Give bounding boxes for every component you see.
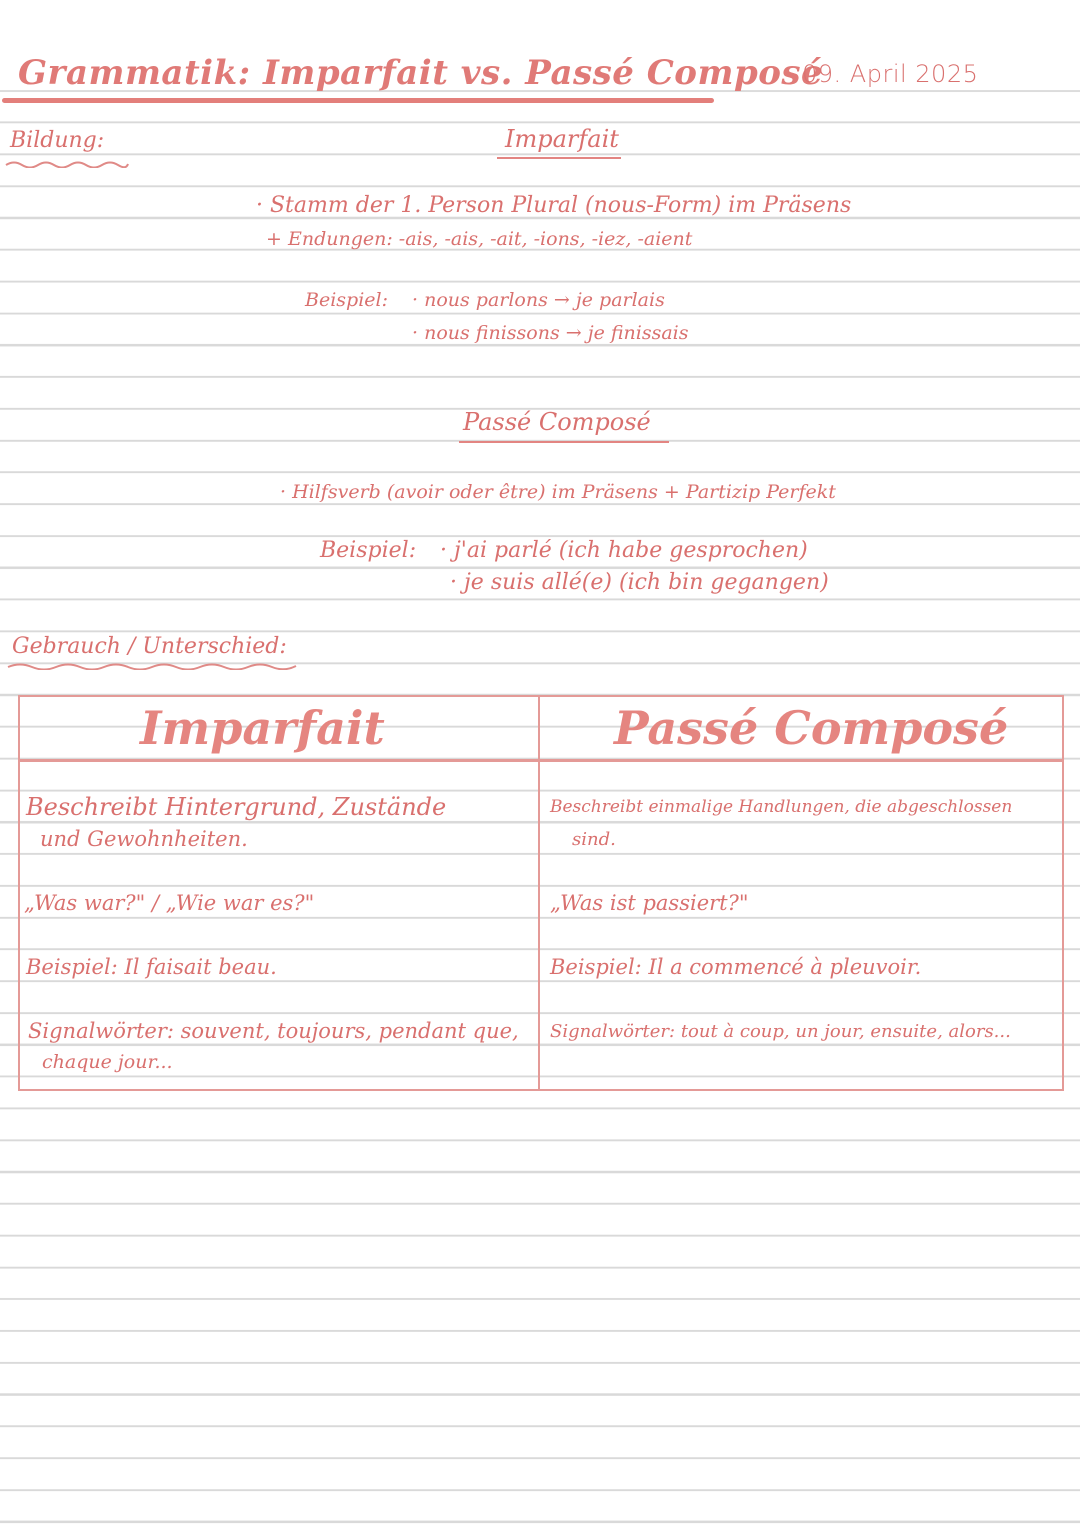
page-title: Grammatik: Imparfait vs. Passé Composé [18, 53, 824, 93]
table-cell-imparfait: chaque jour... [42, 1051, 173, 1073]
title-underline [2, 98, 714, 103]
bildung-rule-line: · Stamm der 1. Person Plural (nous-Form) im Präsens [256, 193, 852, 218]
table-header-imparfait: Imparfait [140, 701, 385, 755]
table-cell-passe-compose: Signalwörter: tout à coup, un jour, ensuite, alors... [550, 1021, 1011, 1042]
header-separator [20, 759, 1062, 762]
page-date: 09. April 2025 [802, 60, 979, 88]
subheading-underline [497, 157, 621, 159]
section-label-bildung: Bildung: [10, 128, 105, 153]
bildung-endings-line: + Endungen: -ais, -ais, -ait, -ions, -iez, -aient [266, 228, 693, 250]
table-cell-imparfait: und Gewohnheiten. [40, 827, 248, 851]
column-divider [538, 697, 540, 1089]
comparison-table [18, 695, 1064, 1091]
wavy-underline-decoration [4, 160, 130, 168]
example-line: · nous finissons → je finissais [412, 322, 689, 344]
table-cell-imparfait: Beschreibt Hintergrund, Zustände [26, 793, 447, 821]
example-line: · je suis allé(e) (ich bin gegangen) [450, 570, 829, 595]
table-cell-passe-compose: sind. [572, 829, 616, 850]
bildung-rule-line: · Hilfsverb (avoir oder être) im Präsens + Partizip Perfekt [280, 481, 836, 503]
table-cell-imparfait: Beispiel: Il faisait beau. [26, 955, 277, 979]
subheading-underline [459, 441, 669, 443]
table-cell-imparfait: „Was war?" / „Wie war es?" [24, 891, 315, 915]
table-cell-passe-compose: „Was ist passiert?" [550, 891, 749, 915]
subheading-imparfait: Imparfait [505, 125, 619, 153]
example-label: Beispiel: [320, 538, 417, 563]
subheading-passe-compose: Passé Composé [463, 408, 651, 436]
table-header-passe-compose: Passé Composé [614, 701, 1009, 755]
wavy-underline-decoration [6, 662, 306, 670]
section-label-gebrauch: Gebrauch / Unterschied: [12, 634, 287, 659]
table-cell-imparfait: Signalwörter: souvent, toujours, pendant que, [28, 1019, 519, 1043]
example-label: Beispiel: [305, 289, 388, 311]
example-line: · nous parlons → je parlais [412, 289, 665, 311]
table-cell-passe-compose: Beschreibt einmalige Handlungen, die abgeschlossen [550, 797, 1013, 817]
table-cell-passe-compose: Beispiel: Il a commencé à pleuvoir. [550, 955, 922, 979]
page-top-margin [0, 0, 1080, 60]
example-line: · j'ai parlé (ich habe gesprochen) [440, 538, 808, 563]
